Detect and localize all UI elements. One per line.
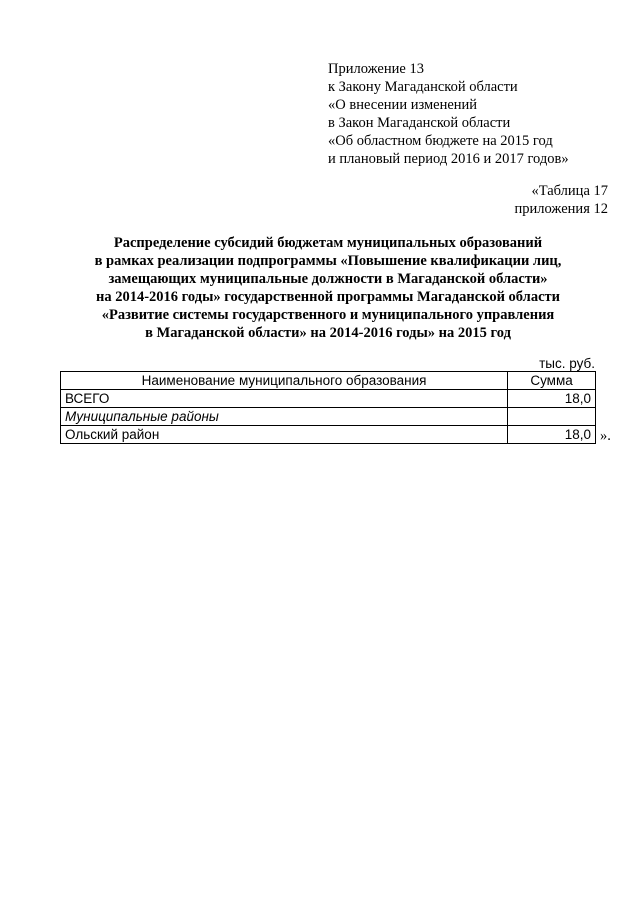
appendix-line: Приложение 13 <box>328 61 424 77</box>
units-label: тыс. руб. <box>539 356 595 371</box>
title-line: Распределение субсидий бюджетам муниципальных образований <box>113 235 543 251</box>
row-sum: 18,0 <box>508 426 596 444</box>
table-row <box>61 408 596 426</box>
table-row <box>61 390 596 408</box>
row-sum <box>508 408 596 426</box>
appendix-line: в Закон Магаданской области <box>328 115 511 131</box>
header-name: Наименование муниципального образования <box>61 372 508 390</box>
title-line: замещающих муниципальные должности в Магаданской области» <box>108 271 548 287</box>
appendix-line: «О внесении изменений <box>328 97 478 113</box>
table-row <box>61 426 596 444</box>
row-sum: 18,0 <box>508 390 596 408</box>
row-name: Ольский район <box>61 426 508 444</box>
table-header-row <box>61 372 596 390</box>
title-line: в Магаданской области» на 2014-2016 годы» на 2015 год <box>145 325 511 341</box>
title-line: в рамках реализации подпрограммы «Повышение квалификации лиц, <box>94 253 562 269</box>
appendix-line: и плановый период 2016 и 2017 годов» <box>328 151 569 167</box>
closing-mark: ». <box>600 428 611 444</box>
row-name: Муниципальные районы <box>61 408 508 426</box>
title-line: «Развитие системы государственного и муниципального управления <box>101 307 555 323</box>
header-sum: Сумма <box>508 372 596 390</box>
row-name: ВСЕГО <box>61 390 508 408</box>
appendix-header <box>328 60 569 168</box>
appendix-line: к Закону Магаданской области <box>328 79 518 95</box>
table-reference <box>515 182 608 218</box>
appendix-line: «Об областном бюджете на 2015 год <box>328 133 553 149</box>
subsidy-table <box>60 371 596 444</box>
table-reference-line: приложения 12 <box>514 201 608 217</box>
title-line: на 2014-2016 годы» государственной программы Магаданской области <box>96 289 560 305</box>
table-reference-line: «Таблица 17 <box>531 183 608 199</box>
document-title <box>60 234 596 342</box>
